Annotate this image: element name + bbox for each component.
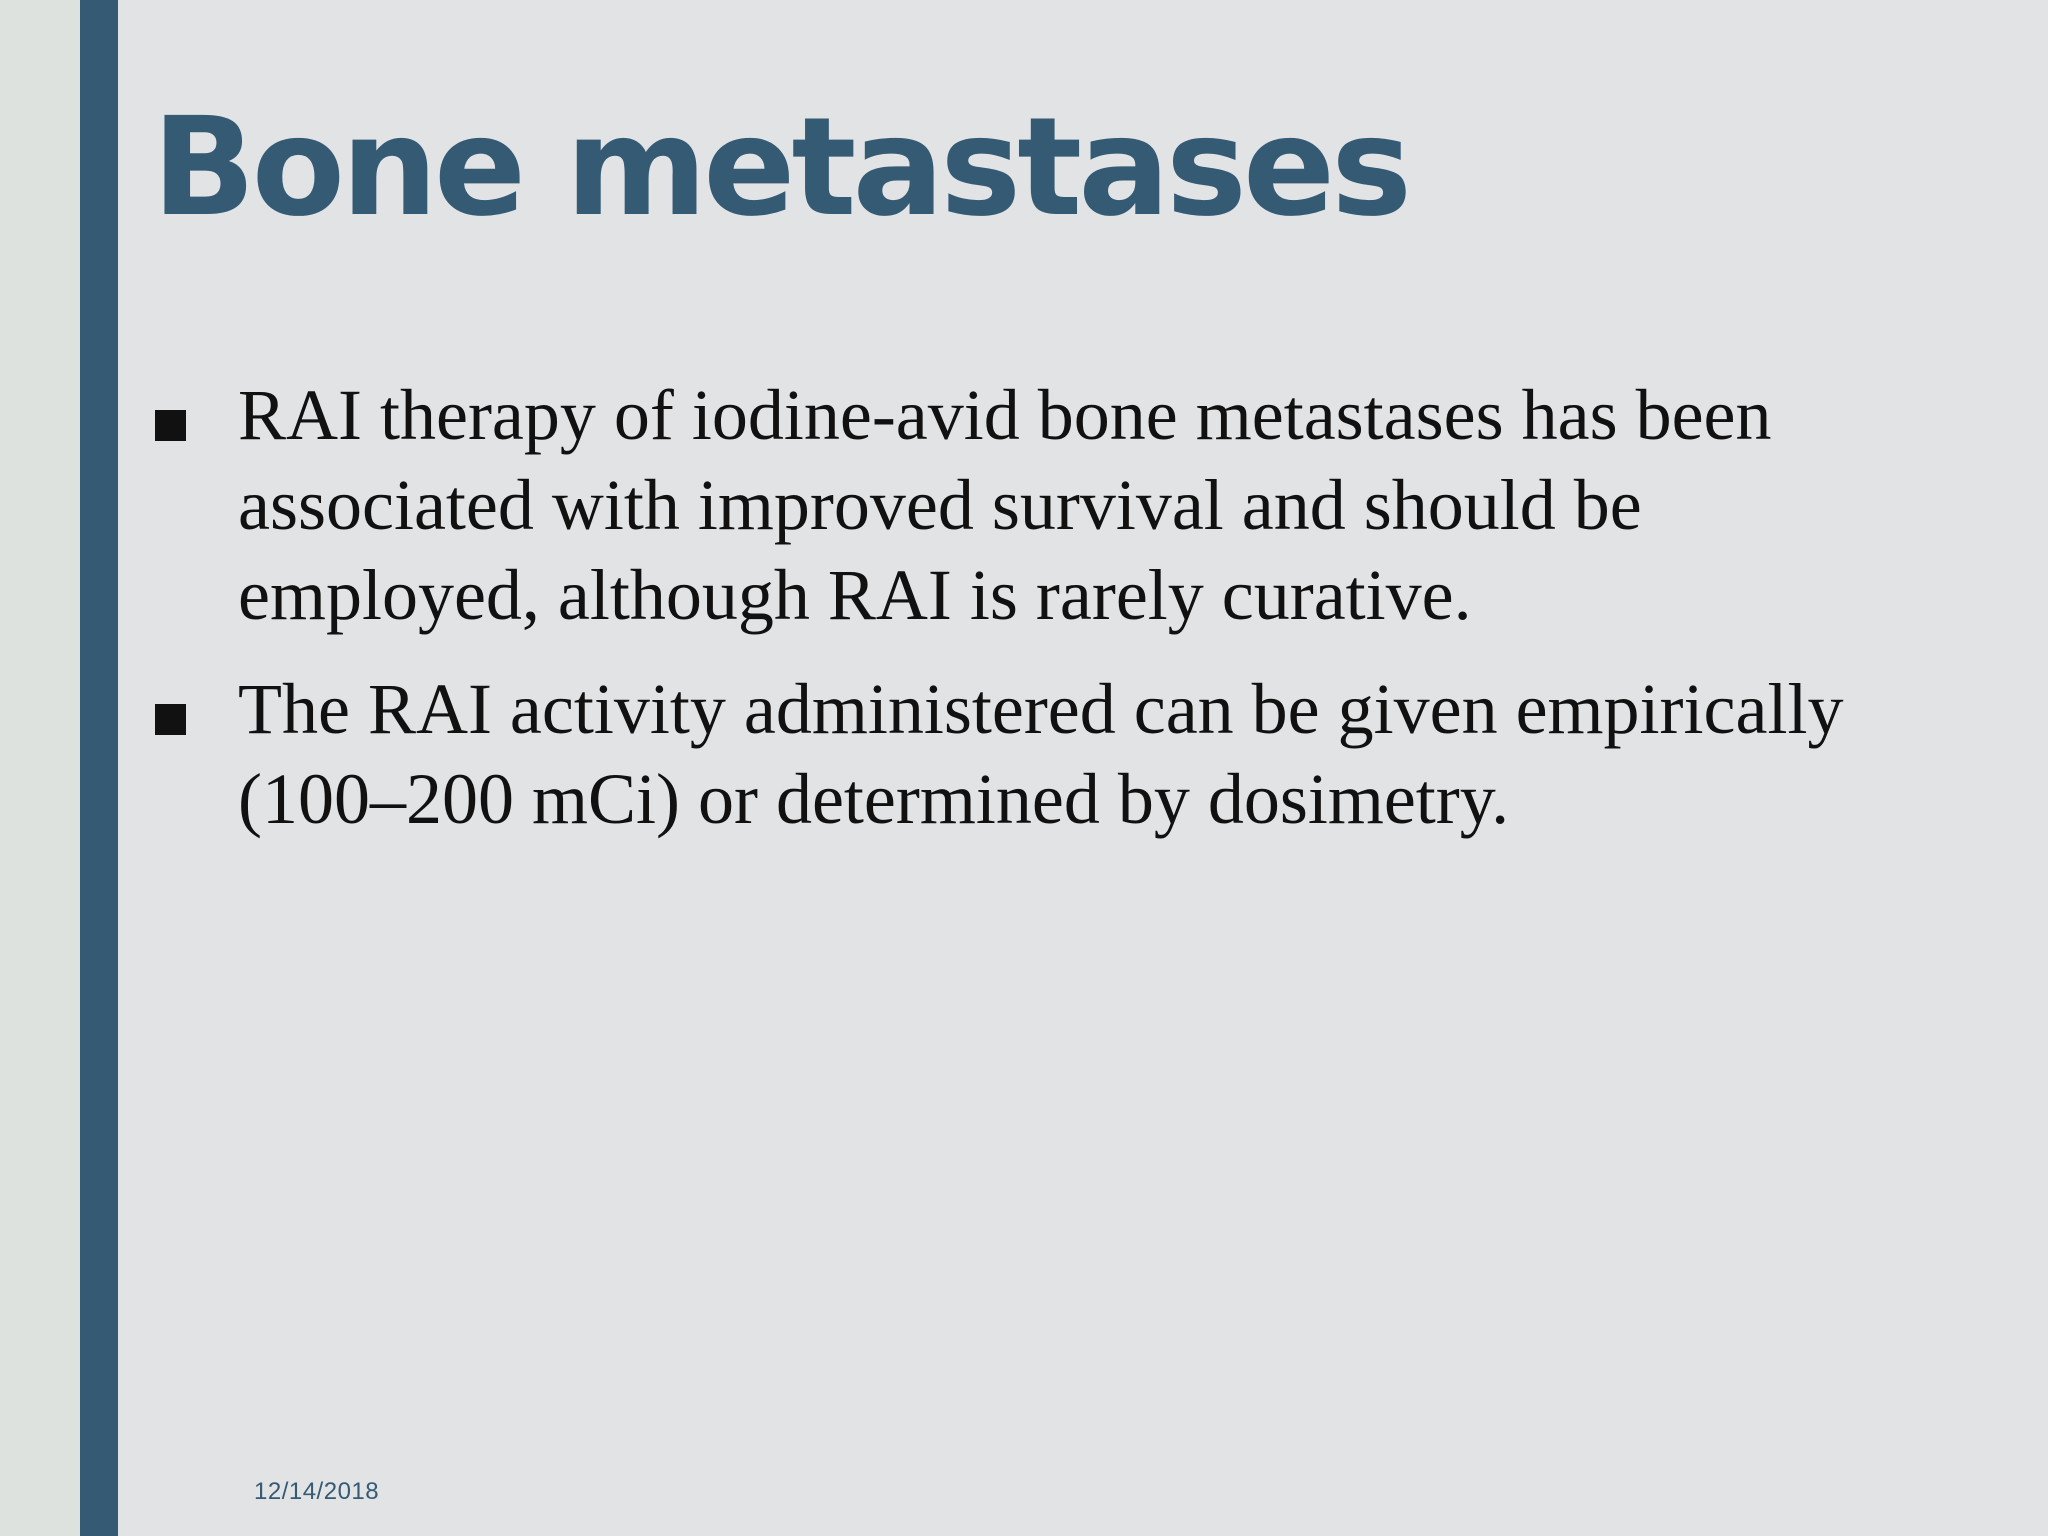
- square-bullet-icon: [155, 410, 186, 441]
- accent-bar: [80, 0, 118, 1536]
- slide-title: Bone metastases: [152, 89, 1409, 247]
- slide-left-margin: [0, 0, 80, 1536]
- footer-date: 12/14/2018: [254, 1478, 380, 1505]
- bullet-item: [152, 370, 1912, 640]
- square-bullet-icon: [155, 704, 186, 735]
- bullet-text: The RAI activity administered can be given empirically (100–200 mCi) or determined by dosimetry.: [238, 669, 1844, 839]
- bullet-text: RAI therapy of iodine-avid bone metastases has been associated with improved survival and should be employed, although RAI is rarely curative.: [238, 375, 1772, 635]
- bullet-list: [152, 370, 1912, 868]
- bullet-item: [152, 664, 1912, 844]
